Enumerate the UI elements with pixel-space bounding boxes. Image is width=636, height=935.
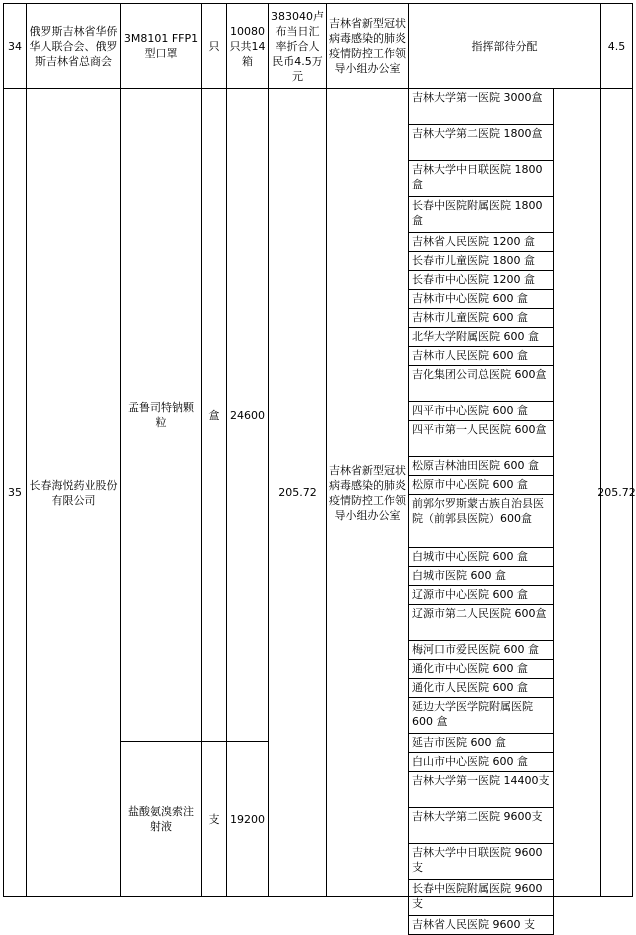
allocation-item: 白城市中心医院 600 盒 — [408, 547, 554, 567]
allocation-item: 松原吉林油田医院 600 盒 — [408, 456, 554, 476]
row34-qty: 10080只共14箱 — [226, 3, 269, 89]
allocation-item: 北华大学附属医院 600 盒 — [408, 327, 554, 347]
allocation-item: 吉林大学第一医院 14400支 — [408, 771, 554, 808]
allocation-item: 四平市中心医院 600 盒 — [408, 401, 554, 421]
row35-qty1: 24600 — [226, 88, 269, 742]
allocation-item: 吉林大学第二医院 9600支 — [408, 807, 554, 844]
allocation-item: 辽源市第二人民医院 600盒 — [408, 604, 554, 641]
row35-value: 205.72 — [268, 88, 327, 897]
allocation-item: 辽源市中心医院 600 盒 — [408, 585, 554, 605]
allocation-item: 吉林省人民医院 1200 盒 — [408, 232, 554, 252]
row35-amount: 205.72 — [600, 88, 633, 897]
allocation-item: 吉林大学中日联医院 9600支 — [408, 843, 554, 880]
allocation-item: 前郭尔罗斯蒙古族自治县医院（前郭县医院）600盒 — [408, 494, 554, 548]
row35-recipient: 吉林省新型冠状病毒感染的肺炎疫情防控工作领导小组办公室 — [326, 88, 409, 897]
allocation-item: 吉林大学第一医院 3000盒 — [408, 88, 554, 125]
row34-value: 383040卢布当日汇率折合人民币4.5万元 — [268, 3, 327, 89]
row34-recipient: 吉林省新型冠状病毒感染的肺炎疫情防控工作领导小组办公室 — [326, 3, 409, 89]
row34-item: 3M8101 FFP1型口罩 — [120, 3, 202, 89]
row35-unit2: 支 — [201, 741, 227, 897]
allocation-item: 四平市第一人民医院 600盒 — [408, 420, 554, 457]
allocation-item: 吉林市中心医院 600 盒 — [408, 289, 554, 309]
allocation-item: 梅河口市爱民医院 600 盒 — [408, 640, 554, 660]
allocation-item: 白山市中心医院 600 盒 — [408, 752, 554, 772]
row35-donor: 长春海悦药业股份有限公司 — [26, 88, 121, 897]
row34-unit: 只 — [201, 3, 227, 89]
allocation-item: 吉林大学中日联医院 1800盒 — [408, 160, 554, 197]
allocation-list — [408, 88, 554, 931]
allocation-item: 吉林市儿童医院 600 盒 — [408, 308, 554, 328]
row34-allocation: 指挥部待分配 — [408, 3, 601, 89]
allocation-item: 吉林市人民医院 600 盒 — [408, 346, 554, 366]
allocation-item: 延边大学医学院附属医院600 盒 — [408, 697, 554, 734]
row35-no: 35 — [3, 88, 27, 897]
allocation-item: 吉林大学第二医院 1800盒 — [408, 124, 554, 161]
row35-unit1: 盒 — [201, 88, 227, 742]
row34-donor: 俄罗斯吉林省华侨华人联合会、俄罗斯吉林省总商会 — [26, 3, 121, 89]
row34-no: 34 — [3, 3, 27, 89]
allocation-item: 延吉市医院 600 盒 — [408, 733, 554, 753]
allocation-item: 长春中医院附属医院 9600支 — [408, 879, 554, 916]
row35-item1: 孟鲁司特钠颗粒 — [120, 88, 202, 742]
allocation-item: 吉化集团公司总医院 600盒 — [408, 365, 554, 402]
row35-item2: 盐酸氨溴索注射液 — [120, 741, 202, 897]
allocation-item: 松原市中心医院 600 盒 — [408, 475, 554, 495]
allocation-item: 通化市中心医院 600 盒 — [408, 659, 554, 679]
row34-amount: 4.5 — [600, 3, 633, 89]
row35-qty2: 19200 — [226, 741, 269, 897]
allocation-item: 白城市医院 600 盒 — [408, 566, 554, 586]
allocation-item: 长春市中心医院 1200 盒 — [408, 270, 554, 290]
allocation-item: 长春中医院附属医院 1800盒 — [408, 196, 554, 233]
allocation-item: 吉林省人民医院 9600 支 — [408, 915, 554, 935]
allocation-item: 通化市人民医院 600 盒 — [408, 678, 554, 698]
allocation-item: 长春市儿童医院 1800 盒 — [408, 251, 554, 271]
